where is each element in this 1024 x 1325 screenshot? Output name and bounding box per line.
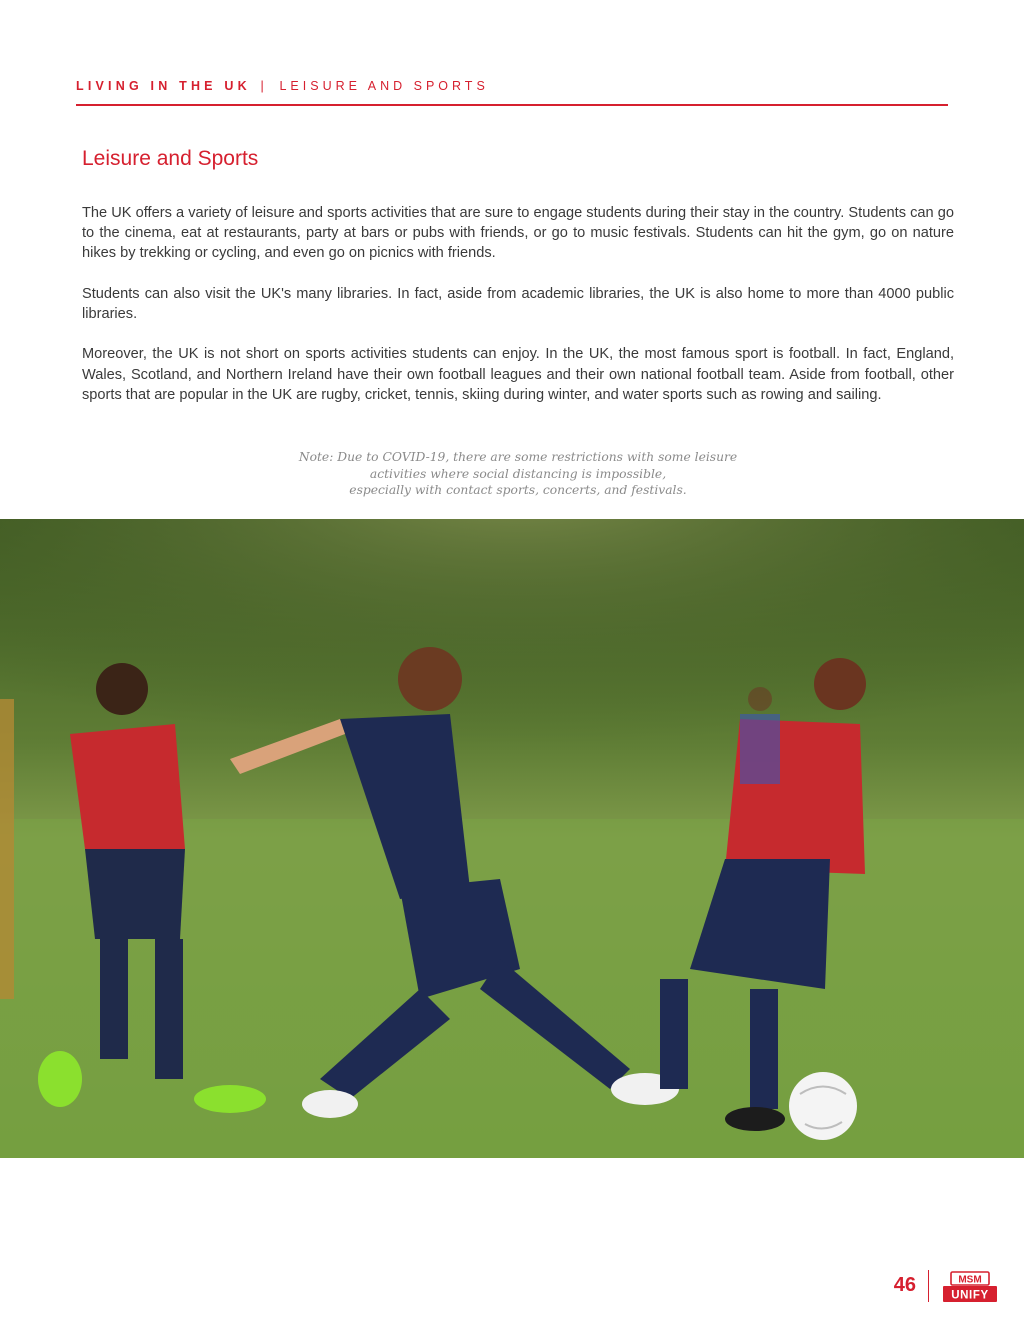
body-text <box>82 203 954 425</box>
svg-text:UNIFY: UNIFY <box>951 1289 989 1302</box>
header-rule <box>76 104 948 106</box>
football-photo <box>0 519 1024 1158</box>
note-line: activities where social distancing is impossible, <box>369 466 667 481</box>
header-topic: LEISURE AND SPORTS <box>279 79 489 93</box>
covid-note <box>250 449 786 499</box>
header-section: LIVING IN THE UK <box>76 79 251 93</box>
footer-divider <box>928 1270 929 1302</box>
page-title: Leisure and Sports <box>82 147 259 170</box>
paragraph: Moreover, the UK is not short on sports activities students can enjoy. In the UK, the most famous sport is football. In fact, England, Wales, Scotland, and Northern Ireland have their own football leagues and their own national football team. Aside from football, other sports that are popular in the UK are rugby, cricket, tennis, skiing during winter, and water sports such as rowing and sailing. <box>82 346 954 403</box>
paragraph: The UK offers a variety of leisure and sports activities that are sure to engage students during their stay in the country. Students can go to the cinema, eat at restaurants, party at bars or pubs with friends, or go to music festivals. Students can hit the gym, go on nature hikes by trekking or cycling, and even go on picnics with friends. <box>82 205 954 262</box>
edge-figure <box>0 699 14 999</box>
page-number: 46 <box>893 1274 916 1296</box>
header-separator: | <box>260 79 264 93</box>
paragraph: Students can also visit the UK's many libraries. In fact, aside from academic libraries, the UK is also home to more than 4000 public libraries. <box>82 285 954 322</box>
football-illustration <box>0 519 1024 1158</box>
msm-unify-logo <box>943 1271 997 1302</box>
running-header <box>76 79 489 93</box>
svg-text:MSM: MSM <box>958 1274 982 1286</box>
soccer-ball <box>789 1072 857 1140</box>
note-line: Note: Due to COVID-19, there are some restrictions with some leisure <box>298 450 738 464</box>
note-line: especially with contact sports, concerts, and festivals. <box>349 483 687 497</box>
